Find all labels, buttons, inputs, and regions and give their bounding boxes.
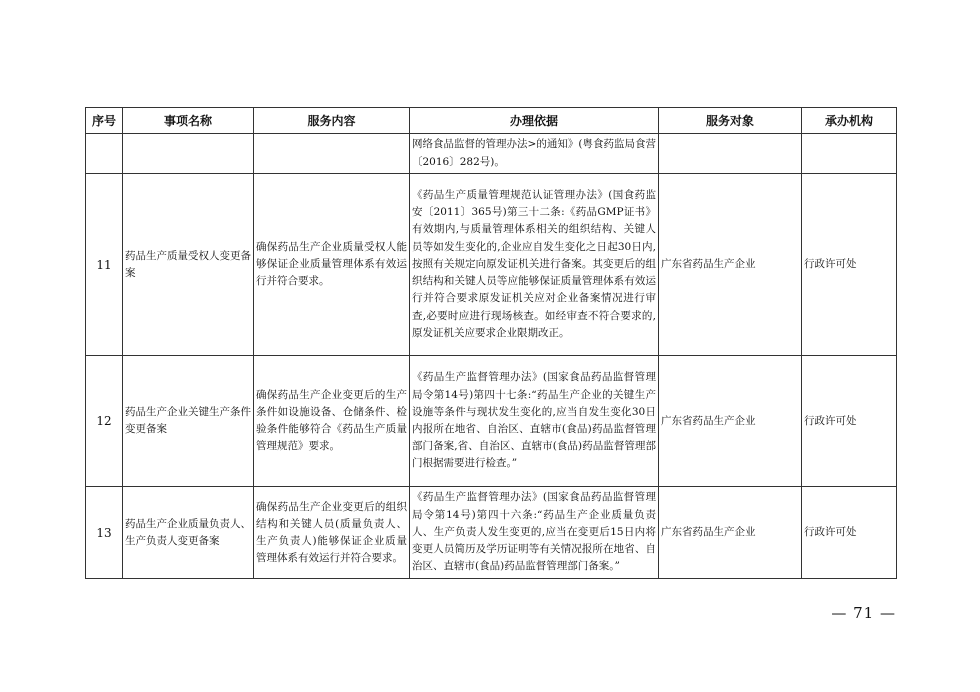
row-basis: 《药品生产监督管理办法》(国家食品药品监督管理局令第14号)第四十七条:“药品生产企业的关键生产设施等条件与现状发生变化的,应当自发生变化30日内报所在地省、自治区、直辖市(食品)药品监督管理部门备案,省、自治区、直辖市(食品)药品监督管理部门根据需要进行检查。” [410,356,659,487]
row-org: 行政许可处 [802,174,897,356]
row-basis: 《药品生产监督管理办法》(国家食品药品监督管理局令第14号)第四十六条:“药品生产企业质量负责人、生产负责人发生变更的,应当在变更后15日内将变更人员简历及学历证明等有关情况报所在地省、自治区、直辖市(食品)药品监督管理部门备案。” [410,487,659,579]
row-target [659,134,802,174]
header-name: 事项名称 [123,108,254,134]
row-no: 12 [86,356,123,487]
table-row [86,134,897,174]
row-name: 药品生产企业质量负责人、生产负责人变更备案 [123,487,254,579]
row-basis: 网络食品监督的管理办法>的通知》(粤食药监局食营〔2016〕282号)。 [410,134,659,174]
row-content: 确保药品生产企业变更后的组织结构和关键人员(质量负责人、生产负责人)能够保证企业质量管理体系有效运行并符合要求。 [254,487,410,579]
table-header-row [86,108,897,134]
row-content [254,134,410,174]
table-row [86,356,897,487]
header-basis: 办理依据 [410,108,659,134]
row-content: 确保药品生产企业质量受权人能够保证企业质量管理体系有效运行并符合要求。 [254,174,410,356]
header-org: 承办机构 [802,108,897,134]
row-no: 11 [86,174,123,356]
row-org: 行政许可处 [802,356,897,487]
row-target: 广东省药品生产企业 [659,174,802,356]
row-no: 13 [86,487,123,579]
service-items-table [85,107,897,579]
row-no [86,134,123,174]
row-basis: 《药品生产质量管理规范认证管理办法》(国食药监安〔2011〕365号)第三十二条:《药品GMP证书》有效期内,与质量管理体系相关的组织结构、关键人员等如发生变化的,企业应自发生变化之日起30日内,按照有关规定向原发证机关进行备案。其变更后的组织结构和关键人员等应能够保证质量管理体系有效运行并符合要求原发证机关应对企业备案情况进行审查,必要时应进行现场核查。如经审查不符合要求的,原发证机关应要求企业限期改正。 [410,174,659,356]
row-content: 确保药品生产企业变更后的生产条件如设施设备、仓储条件、检验条件能够符合《药品生产质量管理规范》要求。 [254,356,410,487]
header-content: 服务内容 [254,108,410,134]
row-target: 广东省药品生产企业 [659,487,802,579]
header-no: 序号 [86,108,123,134]
row-org: 行政许可处 [802,487,897,579]
row-name [123,134,254,174]
table-row [86,174,897,356]
table-row [86,487,897,579]
row-target: 广东省药品生产企业 [659,356,802,487]
row-name: 药品生产质量受权人变更备案 [123,174,254,356]
page-number: — 71 — [831,604,896,622]
header-target: 服务对象 [659,108,802,134]
row-org [802,134,897,174]
row-name: 药品生产企业关键生产条件变更备案 [123,356,254,487]
